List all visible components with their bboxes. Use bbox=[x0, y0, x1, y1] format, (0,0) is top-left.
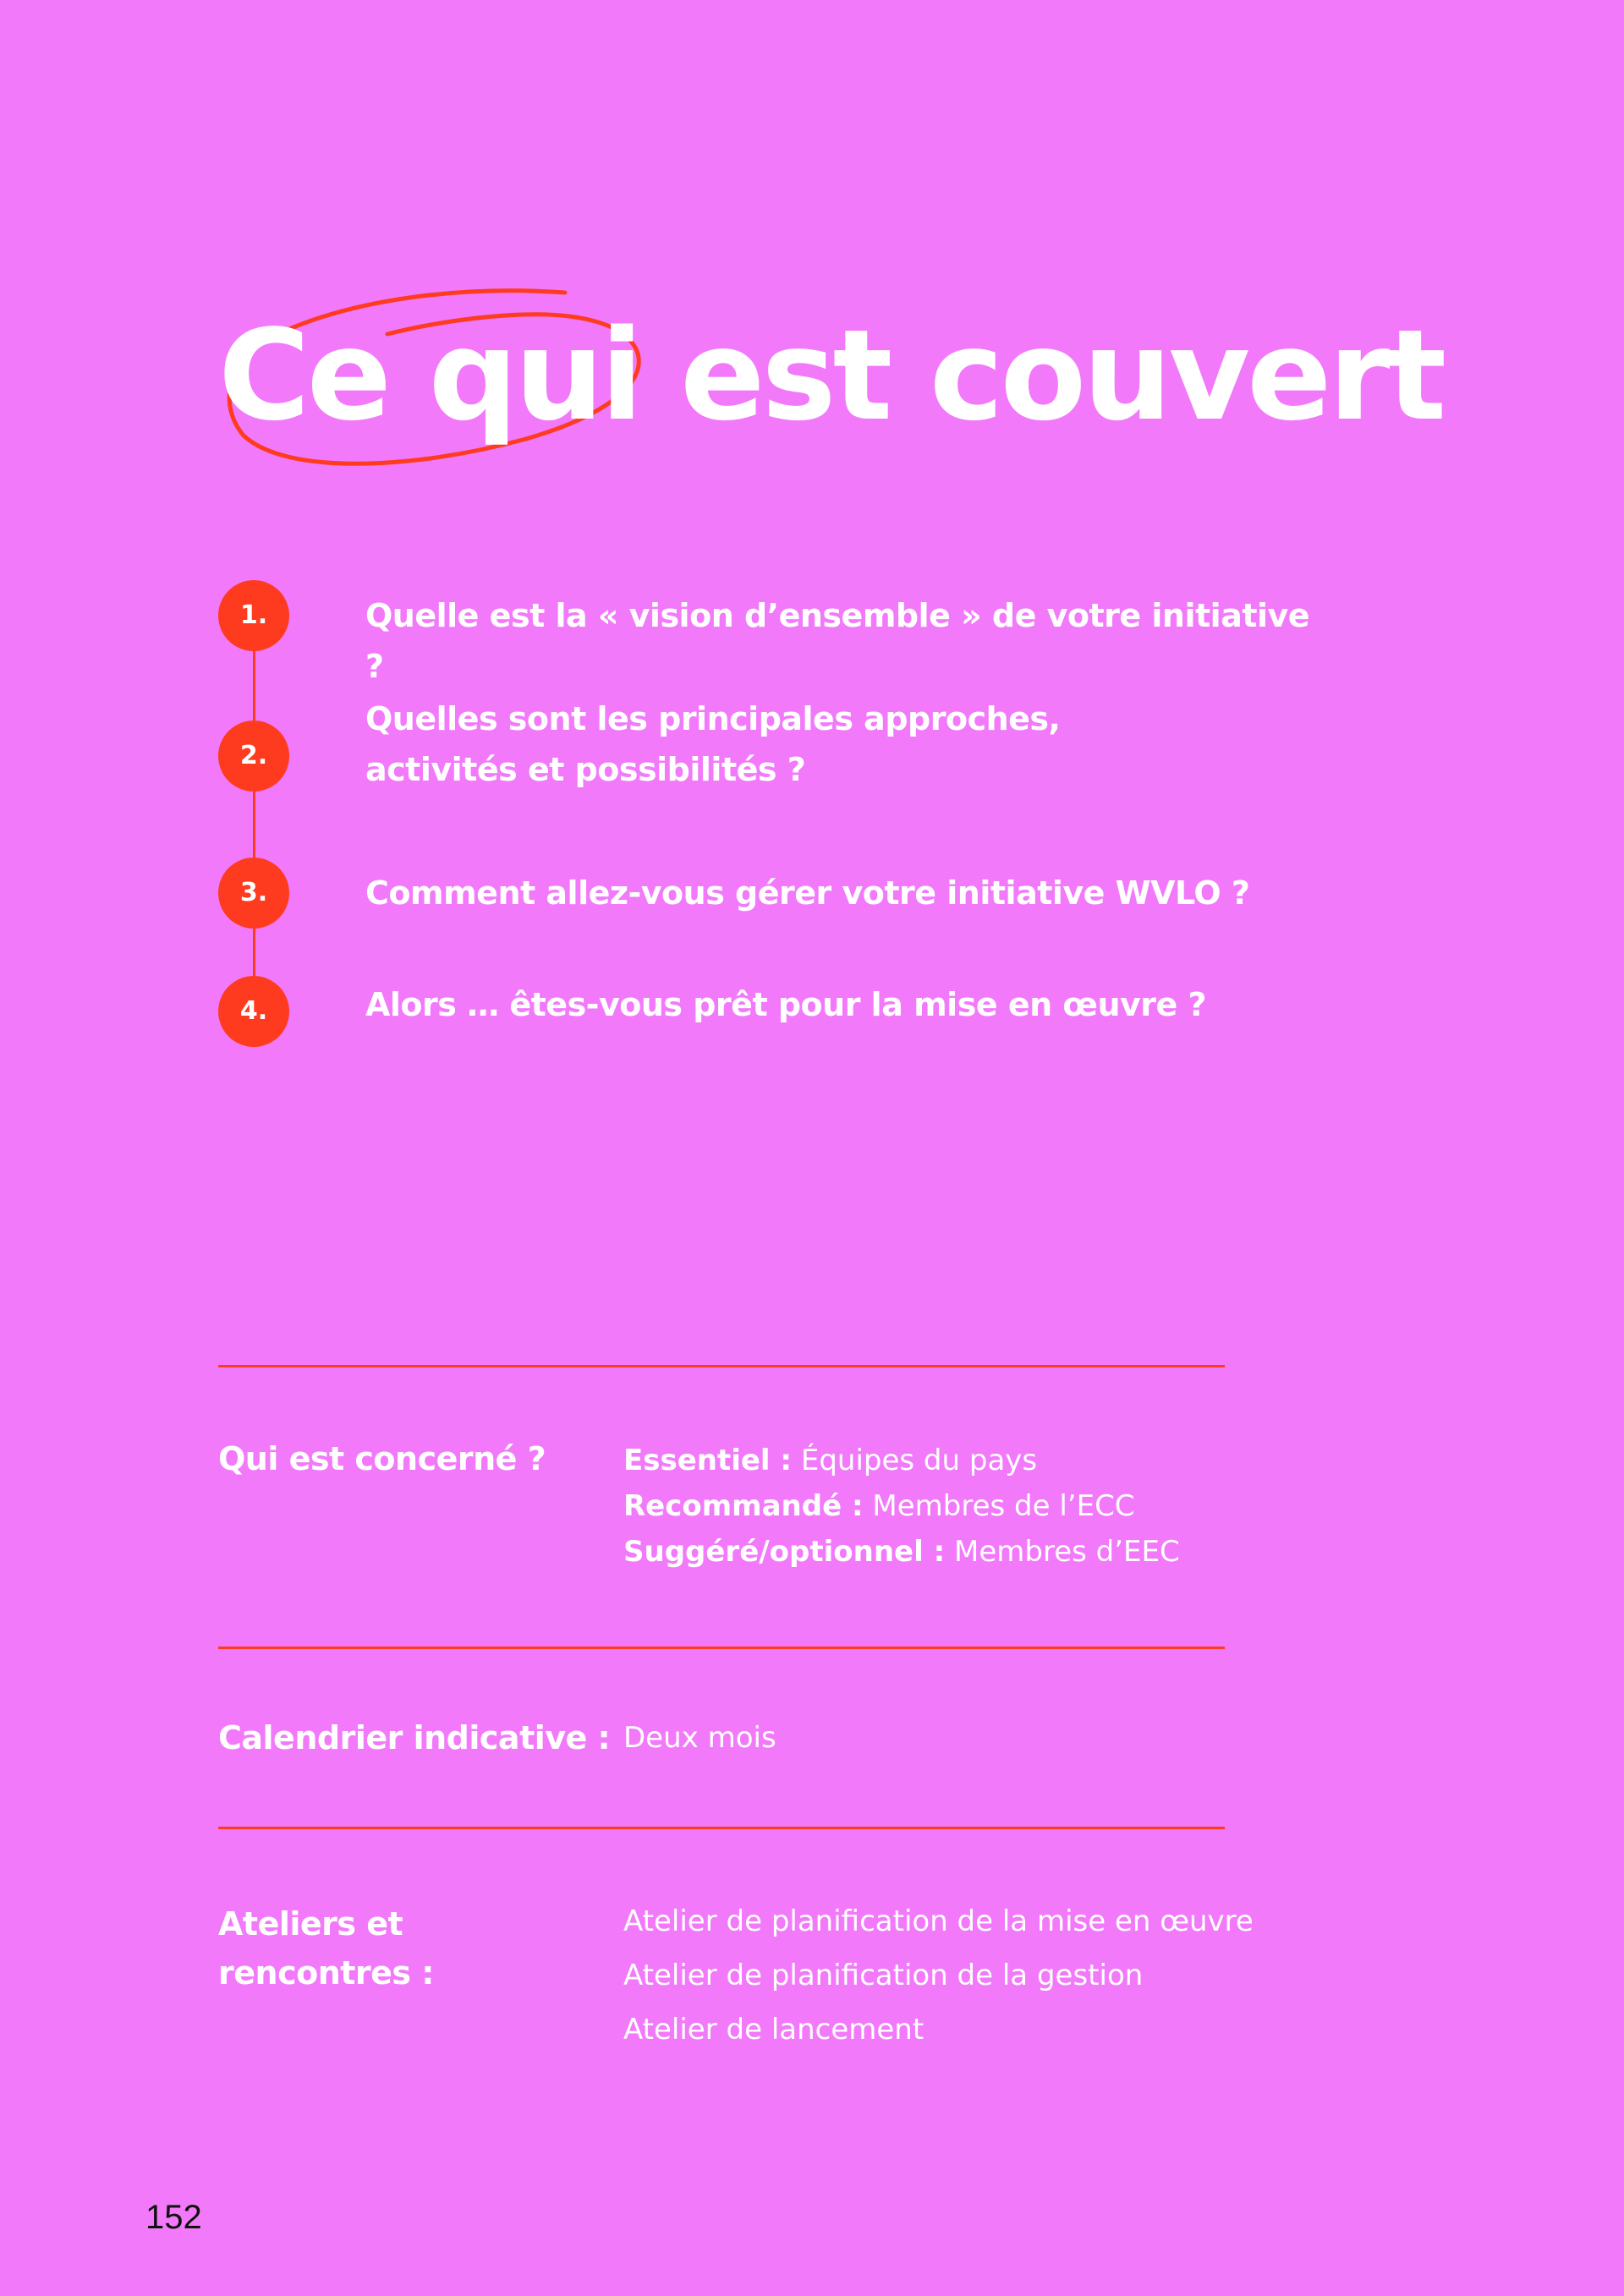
calendar-value-wrap bbox=[623, 1715, 776, 1761]
workshops-label bbox=[218, 1899, 434, 1997]
step-text bbox=[365, 868, 1249, 918]
who-item-value: Membres de l’ECC bbox=[863, 1489, 1135, 1523]
calendar-value: Deux mois bbox=[623, 1721, 776, 1755]
steps-list bbox=[218, 580, 1318, 1054]
who-item bbox=[623, 1438, 1180, 1483]
page-number: 152 bbox=[145, 2199, 202, 2236]
step-text-line: Quelle est la « vision d’ensemble » de votre initiative ? bbox=[365, 597, 1310, 685]
step-number-badge: 3. bbox=[218, 858, 289, 929]
workshops-label-line: Ateliers et bbox=[218, 1905, 403, 1943]
who-item-value: Membres d’EEC bbox=[945, 1535, 1180, 1569]
workshops-list bbox=[623, 1894, 1254, 2057]
page-title: Ce qui est couvert bbox=[218, 303, 1444, 448]
step-text-line: activités et possibilités ? bbox=[365, 751, 806, 788]
workshop-item: Atelier de lancement bbox=[623, 2013, 924, 2047]
who-item-value: Équipes du pays bbox=[792, 1444, 1038, 1477]
workshop-item: Atelier de planification de la mise en œuvre bbox=[623, 1904, 1254, 1938]
steps-connector-line bbox=[253, 614, 255, 1011]
divider bbox=[218, 1365, 1225, 1367]
workshops-label-line: rencontres : bbox=[218, 1954, 434, 1992]
who-item-key: Recommandé : bbox=[623, 1489, 864, 1523]
step-text bbox=[365, 979, 1206, 1030]
workshop-item: Atelier de planification de la gestion bbox=[623, 1959, 1144, 1992]
step-text-line: Alors … êtes-vous prêt pour la mise en œuvre ? bbox=[365, 986, 1207, 1023]
title-block bbox=[218, 279, 1444, 490]
divider bbox=[218, 1647, 1225, 1649]
who-label: Qui est concerné ? bbox=[218, 1440, 546, 1477]
step-text-line: Quelles sont les principales approches, bbox=[365, 700, 1061, 737]
who-item bbox=[623, 1483, 1180, 1529]
step-text bbox=[365, 590, 1318, 692]
who-list bbox=[623, 1438, 1180, 1575]
step-number-badge: 1. bbox=[218, 580, 289, 651]
divider bbox=[218, 1827, 1225, 1829]
step-text bbox=[365, 693, 1060, 795]
who-item-key: Suggéré/optionnel : bbox=[623, 1535, 946, 1569]
step-number-badge: 2. bbox=[218, 721, 289, 792]
who-item bbox=[623, 1529, 1180, 1575]
who-item-key: Essentiel : bbox=[623, 1444, 793, 1477]
step-text-line: Comment allez-vous gérer votre initiative WVLO ? bbox=[365, 874, 1250, 912]
step-number-badge: 4. bbox=[218, 976, 289, 1047]
calendar-label: Calendrier indicative : bbox=[218, 1719, 611, 1756]
